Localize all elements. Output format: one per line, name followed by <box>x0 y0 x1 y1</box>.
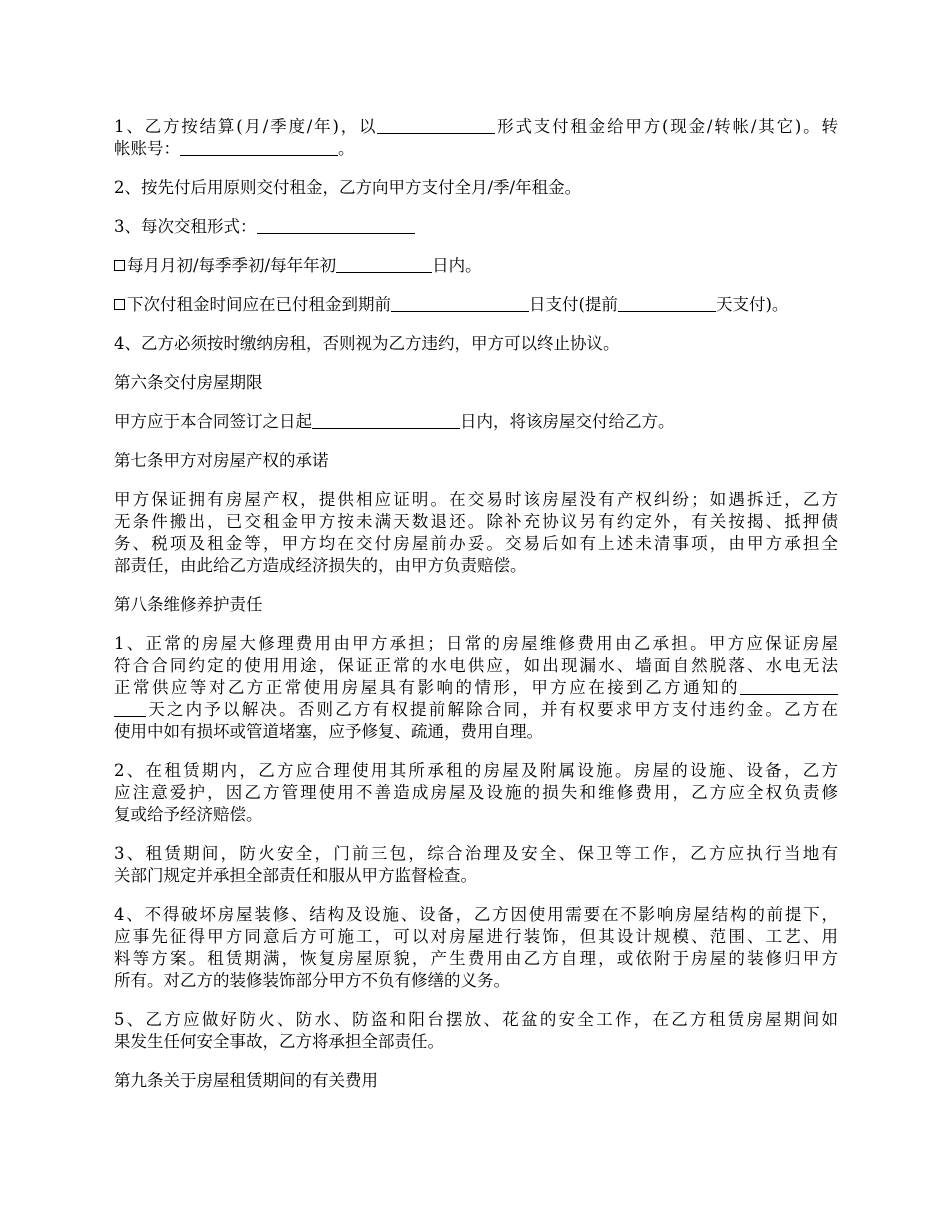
text-line: 符合合同约定的使用用途，保证正常的水电供应，如出现漏水、墙面自然脱落、水电无法 <box>114 656 838 675</box>
text-line: 5、乙方应做好防火、防水、防盗和阳台摆放、花盆的安全工作，在乙方租赁房屋期间如 <box>114 1010 838 1029</box>
text-segment: 。 <box>338 139 355 158</box>
heading-text: 第六条交付房屋期限 <box>114 373 263 392</box>
text-segment: 正常供应等对乙方正常使用房屋具有影响的情形，甲方应在接到乙方通知的 <box>114 678 740 697</box>
fill-blank <box>114 700 146 717</box>
text-line: 无条件搬出，已交租金甲方按未满天数退还。除补充协议另有约定外，有关按揭、抵押债 <box>114 512 838 531</box>
heading-text: 第九条关于房屋租赁期间的有关费用 <box>114 1071 378 1090</box>
text-line: 料等方案。租赁期满，恢复房屋原貌，产生费用由乙方自理，或依附于房屋的装修归甲方 <box>114 949 838 968</box>
text-line <box>114 138 838 160</box>
clause-late-payment <box>114 333 838 355</box>
section-heading-9 <box>114 1070 838 1092</box>
text-segment: 1、乙方按结算(月/季度/年)，以 <box>114 117 378 136</box>
clause-fire-safety <box>114 843 838 887</box>
text-line: 复或给予经济赔偿。 <box>114 805 263 824</box>
text-segment: 下次付租金时间应在已付租金到期前 <box>127 295 391 314</box>
clause-rent-form <box>114 216 838 238</box>
fill-blank <box>377 117 495 134</box>
text-line <box>114 255 838 277</box>
text-line: 关部门规定并承担全部责任和服从甲方监督检查。 <box>114 866 477 885</box>
clause-repairs <box>114 633 838 743</box>
text-line: 4、不得破坏房屋装修、结构及设施、设备，乙方因使用需要在不影响房屋结构的前提下， <box>114 905 838 924</box>
heading-text: 第八条维修养护责任 <box>114 595 263 614</box>
clause-proper-use <box>114 760 838 826</box>
text-line <box>114 116 838 138</box>
text-line <box>114 216 838 238</box>
clause-safety <box>114 1009 838 1053</box>
section-heading-8 <box>114 594 838 616</box>
clause-payment-method <box>114 116 838 160</box>
text-segment: 甲方应于本合同签订之日起 <box>114 412 312 431</box>
fill-blank <box>740 678 838 695</box>
option-periodic <box>114 255 838 277</box>
text-segment: 3、每次交租形式： <box>114 217 257 236</box>
heading-text: 第七条甲方对房屋产权的承诺 <box>114 451 329 470</box>
text-line <box>114 294 838 316</box>
fill-blank <box>312 412 460 429</box>
text-segment: 天支付)。 <box>715 295 789 314</box>
text-segment: 每月月初/每季季初/每年年初 <box>127 256 337 275</box>
fill-blank <box>618 295 716 312</box>
fill-blank <box>336 256 432 273</box>
text-line: 1、正常的房屋大修理费用由甲方承担；日常的房屋维修费用由乙承担。甲方应保证房屋 <box>114 634 838 653</box>
fill-blank <box>391 295 529 312</box>
text-line: 3、租赁期间，防火安全，门前三包，综合治理及安全、保卫等工作，乙方应执行当地有 <box>114 844 838 863</box>
document-page <box>114 116 838 1109</box>
text-line: 甲方保证拥有房屋产权，提供相应证明。在交易时该房屋没有产权纠纷；如遇拆迁，乙方 <box>114 490 838 509</box>
text-line <box>114 699 838 721</box>
text-line: 所有。对乙方的装修装饰部分甲方不负有修缮的义务。 <box>114 971 510 990</box>
section-heading-7 <box>114 450 838 472</box>
text-segment: 形式支付租金给甲方(现金/转帐/其它)。转 <box>495 117 838 136</box>
text-line <box>114 677 838 699</box>
text-segment: 日内。 <box>432 256 482 275</box>
clause-delivery <box>114 411 838 433</box>
text-segment: 天之内予以解决。否则乙方有权提前解除合同，并有权要求甲方支付违约金。乙方在 <box>146 700 838 719</box>
clause-renovation <box>114 904 838 992</box>
checkbox-icon <box>114 299 125 310</box>
checkbox-icon <box>114 260 125 271</box>
clause-prepay <box>114 177 838 199</box>
fill-blank <box>257 217 415 234</box>
text-line: 部责任，由此给乙方造成经济损失的，由甲方负责赔偿。 <box>114 556 527 575</box>
option-advance <box>114 294 838 316</box>
text-line: 果发生任何安全事故，乙方将承担全部责任。 <box>114 1032 444 1051</box>
text-segment: 日内，将该房屋交付给乙方。 <box>460 412 675 431</box>
text-line: 使用中如有损坏或管道堵塞，应予修复、疏通，费用自理。 <box>114 722 543 741</box>
text-line: 务、税项及租金等，甲方均在交付房屋前办妥。交易后如有上述未清事项，由甲方承担全 <box>114 534 838 553</box>
text-line <box>114 411 838 433</box>
text-segment: 日支付(提前 <box>529 295 618 314</box>
fill-blank <box>180 139 338 156</box>
text-line: 2、在租赁期内，乙方应合理使用其所承租的房屋及附属设施。房屋的设施、设备，乙方 <box>114 761 838 780</box>
section-heading-6 <box>114 372 838 394</box>
text-segment: 帐账号： <box>114 139 180 158</box>
text-line: 2、按先付后用原则交付租金，乙方向甲方支付全月/季/年租金。 <box>114 178 582 197</box>
text-line: 4、乙方必须按时缴纳房租，否则视为乙方违约，甲方可以终止协议。 <box>114 334 620 353</box>
clause-title-guarantee <box>114 489 838 577</box>
text-line: 应注意爱护，因乙方管理使用不善造成房屋及设施的损失和维修费用，乙方应全权负责修 <box>114 783 838 802</box>
text-line: 应事先征得甲方同意后方可施工，可以对房屋进行装饰，但其设计规模、范围、工艺、用 <box>114 927 838 946</box>
